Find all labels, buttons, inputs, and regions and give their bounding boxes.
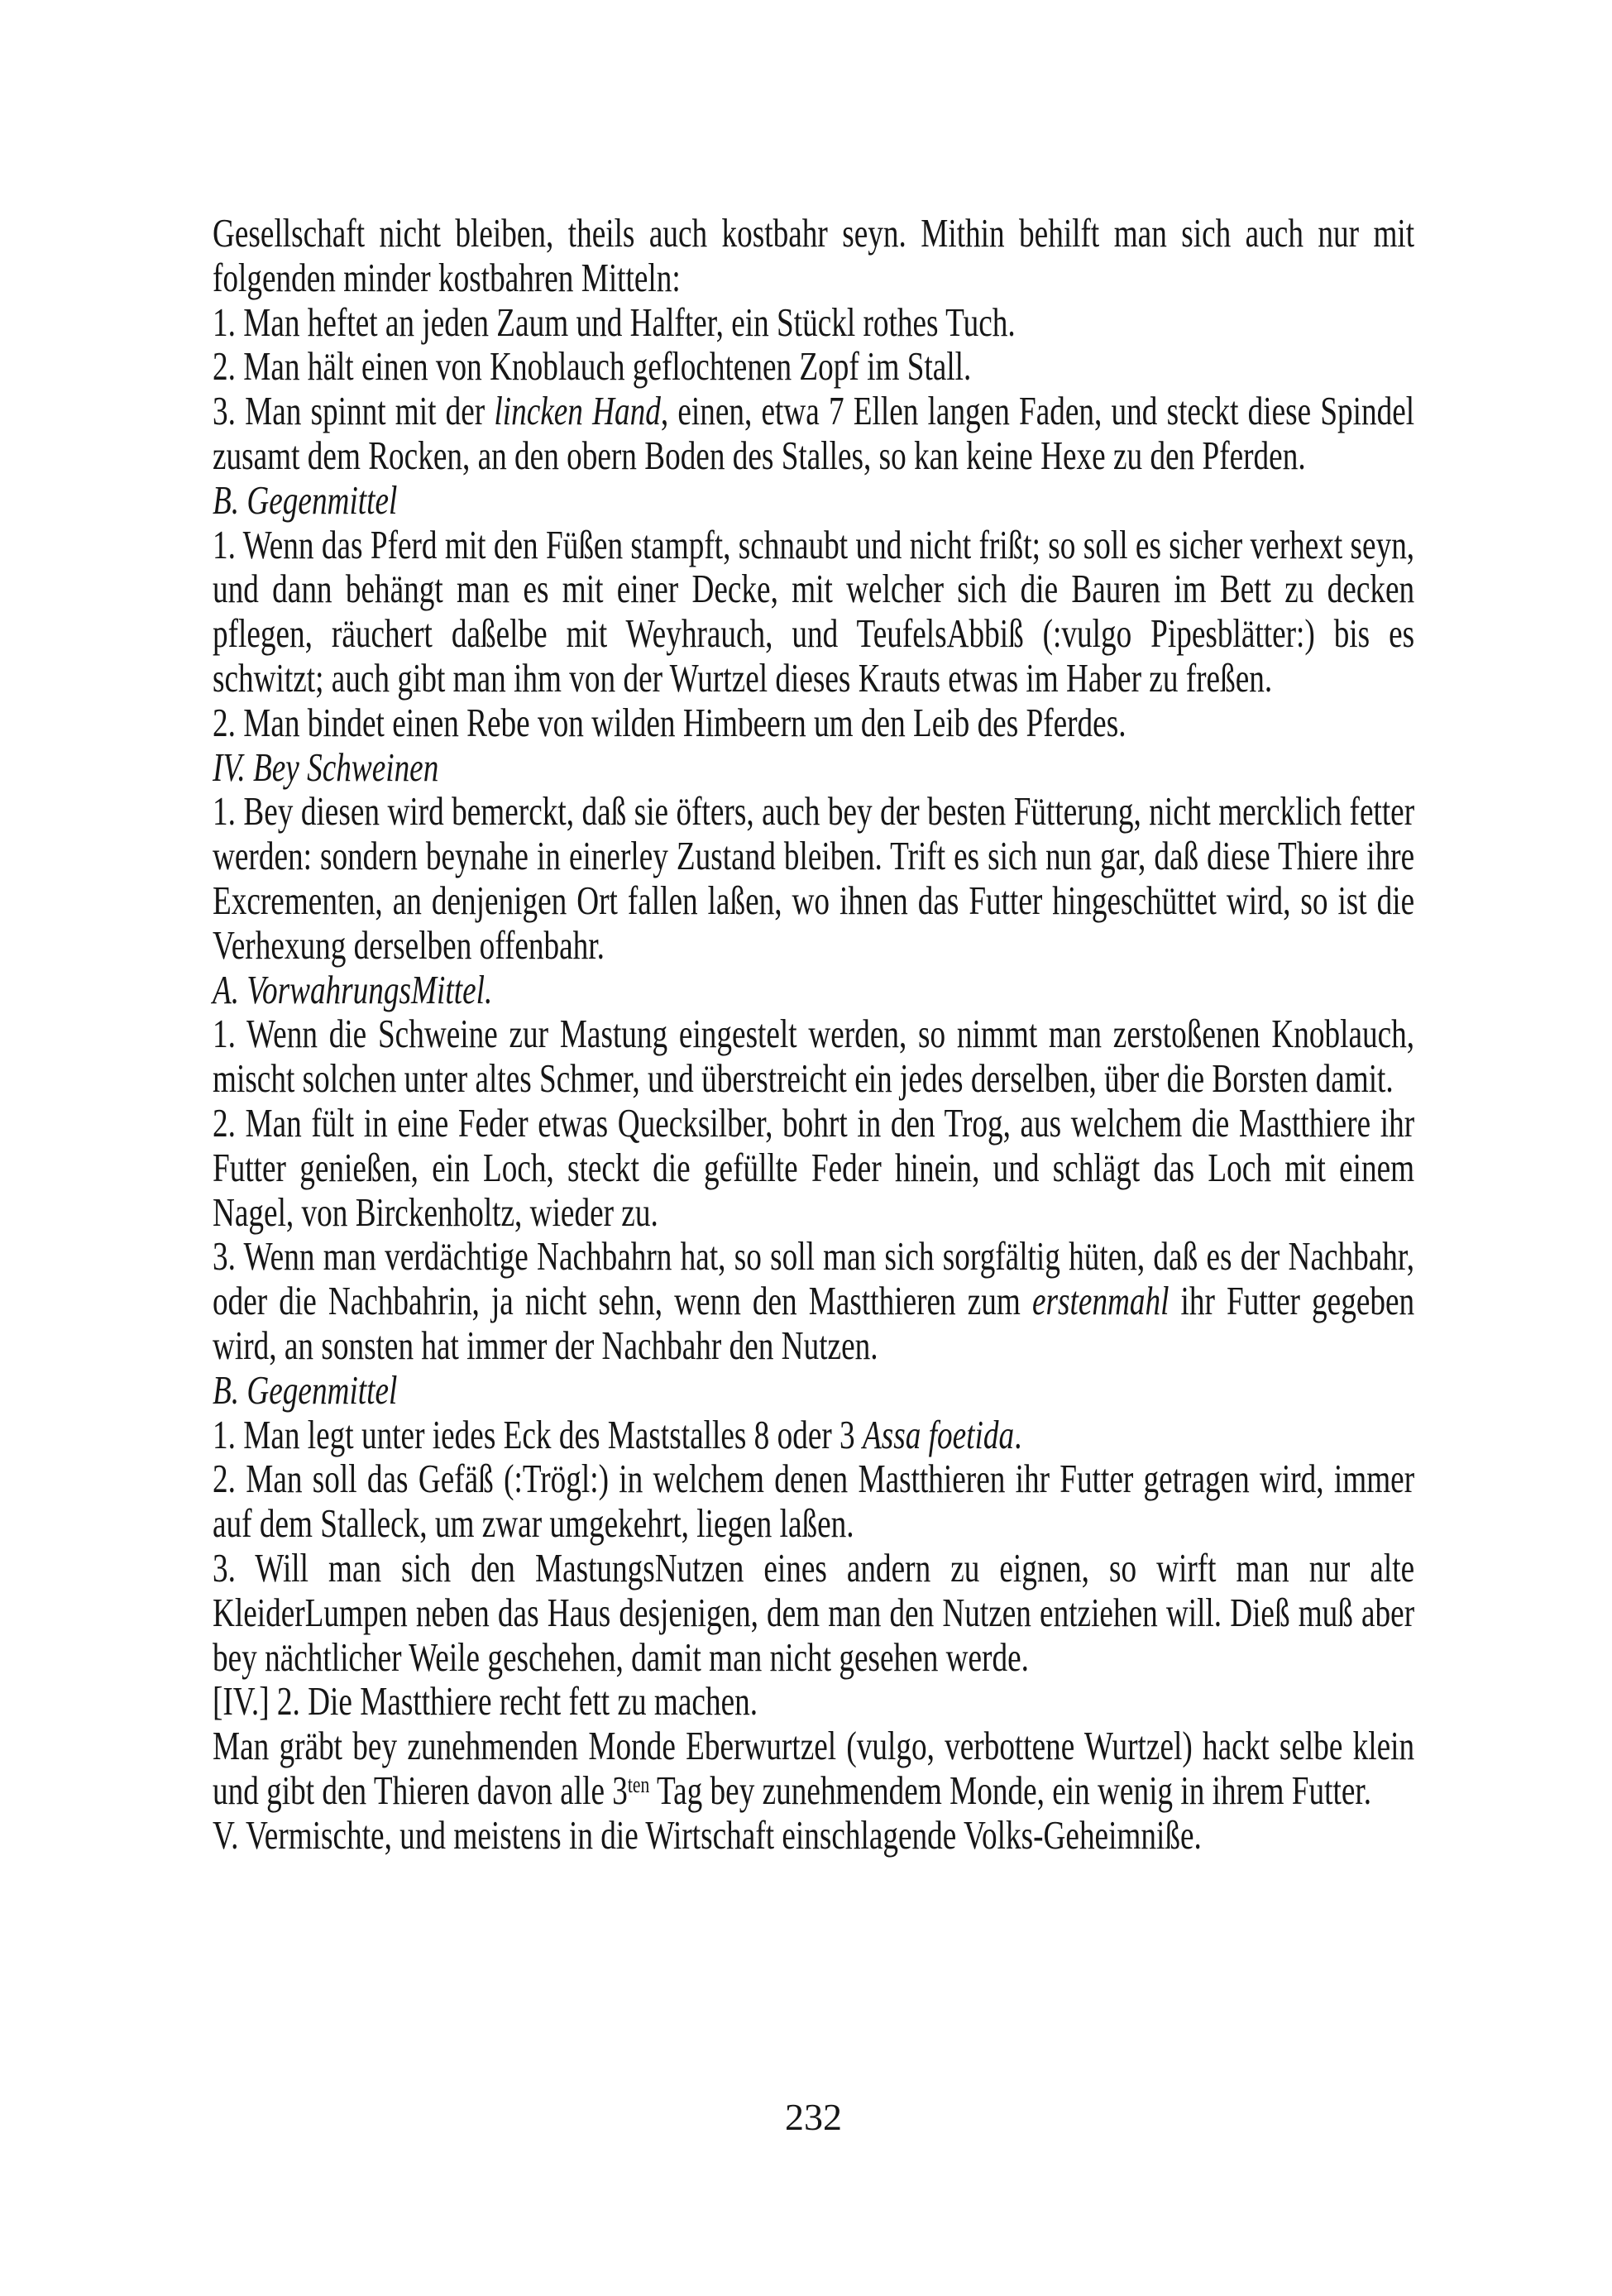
paragraph xyxy=(213,968,1414,1012)
paragraph xyxy=(213,745,1414,790)
text-run: 3. Wenn man verdächtige Nachbahrn hat, so soll man sich sorgfältig hüten, daß es der Nachbahr, oder die Nachbahrin, ja nicht sehn, wenn den Mastthieren zum xyxy=(213,1233,1415,1324)
text-run: 2. Man fült in eine Feder etwas Quecksilber, bohrt in den Trog, aus welchem die Mastthiere ihr Futter genießen, ein Loch, steckt die gefüllte Feder hinein, und schlägt das Loch mit einem Nagel, von Birckenholtz, wieder zu. xyxy=(213,1099,1415,1235)
paragraph xyxy=(213,389,1414,478)
paragraph xyxy=(213,1679,1414,1724)
text-run: Man gräbt bey zunehmenden Monde Eberwurtzel (vulgo, verbottene Wurtzel) hackt selbe klein und gibt den Thieren davon alle 3 xyxy=(213,1723,1415,1813)
italic-text-run: Assa foetida xyxy=(862,1411,1015,1457)
text-run: 1. Wenn die Schweine zur Mastung eingestelt werden, so nimmt man zerstoßenen Knoblauch, mischt solchen unter altes Schmer, und überstreicht ein jedes derselben, über die Borsten damit. xyxy=(213,1011,1415,1102)
italic-text-run: lincken Hand xyxy=(494,388,661,434)
paragraph xyxy=(213,344,1414,389)
italic-text-run: IV. Bey Schweinen xyxy=(213,744,439,790)
text-run: Tag bey zunehmendem Monde, ein wenig in ihrem Futter. xyxy=(649,1767,1372,1813)
text-run: 2. Man hält einen von Knoblauch geflochtenen Zopf im Stall. xyxy=(213,343,972,390)
text-run: 1. Man legt unter iedes Eck des Maststalles 8 oder 3 xyxy=(213,1411,863,1457)
paragraph xyxy=(213,523,1414,701)
italic-text-run: A. VorwahrungsMittel. xyxy=(213,966,493,1012)
paragraph xyxy=(213,478,1414,523)
text-run: 1. Bey diesen wird bemerckt, daß sie öfters, auch bey der besten Fütterung, nicht mercklich fetter werden: sondern beynahe in einerley Zustand bleiben. Trift es sich nun gar, daß diese Thiere ihre Excrementen, an denjenigen Ort fallen laßen, wo ihnen das Futter hingeschüttet wird, so ist die Verhexung derselben offenbahr. xyxy=(213,788,1415,968)
text-run: ihr Futter gegeben wird, an sonsten hat immer der Nachbahr den Nutzen. xyxy=(213,1278,1415,1368)
paragraph xyxy=(213,789,1414,967)
paragraph xyxy=(213,701,1414,745)
italic-text-run: B. Gegenmittel xyxy=(213,1366,398,1413)
paragraph xyxy=(213,1234,1414,1367)
paragraph xyxy=(213,300,1414,345)
text-run: 2. Man bindet einen Rebe von wilden Himbeern um den Leib des Pferdes. xyxy=(213,699,1126,745)
text-run: . xyxy=(1014,1411,1022,1457)
paragraph xyxy=(213,211,1414,300)
text-run: V. Vermischte, und meistens in die Wirtschaft einschlagende Volks-Geheimniße. xyxy=(213,1811,1202,1858)
text-run: 1. Man heftet an jeden Zaum und Halfter, ein Stückl rothes Tuch. xyxy=(213,299,1016,345)
page-number: 232 xyxy=(785,2096,842,2138)
paragraph xyxy=(213,1368,1414,1413)
text-run: 3. Man spinnt mit der xyxy=(213,388,495,434)
text-block xyxy=(213,211,1414,1857)
superscript-text-run: ten xyxy=(627,1772,650,1799)
paragraph xyxy=(213,1101,1414,1234)
italic-text-run: erstenmahl xyxy=(1031,1278,1170,1324)
paragraph xyxy=(213,1813,1414,1858)
italic-text-run: B. Gegenmittel xyxy=(213,476,398,523)
paragraph xyxy=(213,1724,1414,1813)
text-run: Gesellschaft nicht bleiben, theils auch kostbahr seyn. Mithin behilft man sich auch nur mit folgenden minder kostbahren Mitteln: xyxy=(213,210,1415,300)
text-run: 1. Wenn das Pferd mit den Füßen stampft, schnaubt und nicht frißt; so soll es sicher verhext seyn, und dann behängt man es mit einer Decke, mit welcher sich die Bauren im Bett zu decken pflegen, räuchert daßelbe mit Weyhrauch, und TeufelsAbbiß (:vulgo Pipesblätter:) bis es schwitzt; auch gibt man ihm von der Wurtzel dieses Krauts etwas im Haber zu freßen. xyxy=(213,521,1415,701)
paragraph xyxy=(213,1413,1414,1457)
paragraph xyxy=(213,1546,1414,1679)
text-run: , einen, etwa 7 Ellen langen Faden, und steckt diese Spindel zusamt dem Rocken, an den obern Boden des Stalles, so kan keine Hexe zu den Pferden. xyxy=(213,388,1415,478)
paragraph xyxy=(213,1012,1414,1101)
text-run: [IV.] 2. Die Mastthiere recht fett zu machen. xyxy=(213,1678,758,1724)
paragraph xyxy=(213,1457,1414,1546)
text-run: 3. Will man sich den MastungsNutzen eines andern zu eignen, so wirft man nur alte KleiderLumpen neben das Haus desjenigen, dem man den Nutzen entziehen will. Dieß muß aber bey nächtlicher Weile geschehen, damit man nicht gesehen werde. xyxy=(213,1544,1415,1680)
text-run: 2. Man soll das Gefäß (:Trögl:) in welchem denen Mastthieren ihr Futter getragen wird, immer auf dem Stalleck, um zwar umgekehrt, liegen laßen. xyxy=(213,1456,1415,1547)
